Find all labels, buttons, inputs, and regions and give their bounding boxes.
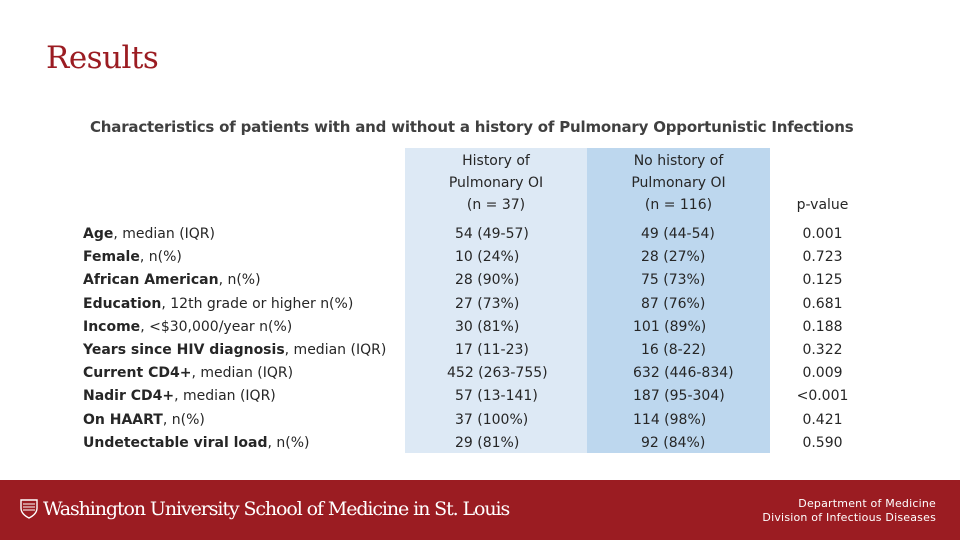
table-cell: 0.590	[802, 434, 843, 451]
row-label: African American, n(%)	[83, 272, 261, 289]
column-header-line: Pulmonary OI	[631, 175, 726, 191]
column-header-line: (n = 37)	[466, 197, 526, 213]
division-line: Division of Infectious Diseases	[762, 511, 936, 524]
table-cell: 0.125	[802, 272, 843, 289]
university-logo	[20, 498, 509, 520]
slide-title: Results	[46, 40, 159, 76]
table-cell: 114 (98%)	[633, 411, 707, 428]
row-label: Education, 12th grade or higher n(%)	[83, 295, 354, 312]
row-label: Nadir CD4+, median (IQR)	[83, 388, 276, 405]
department-label	[762, 497, 936, 525]
table-cell: 49 (44-54)	[641, 226, 715, 242]
row-labels	[83, 223, 386, 455]
table-cell: 27 (73%)	[455, 295, 520, 312]
table-cell: 0.322	[802, 342, 843, 359]
table-cell: 0.723	[802, 249, 843, 266]
column-header-p-value	[770, 194, 875, 216]
column-header-line: History of	[462, 153, 530, 169]
table-cell: 30 (81%)	[455, 318, 520, 335]
row-label: Income, <$30,000/year n(%)	[83, 318, 293, 335]
column-header-history	[405, 150, 587, 216]
table-cell: 75 (73%)	[641, 272, 706, 289]
row-label: Current CD4+, median (IQR)	[83, 365, 294, 382]
table-cell: 0.188	[802, 318, 843, 335]
table-cell: 187 (95-304)	[633, 388, 725, 405]
row-label: Female, n(%)	[83, 249, 182, 266]
shield-icon	[20, 499, 38, 519]
no-history-values	[587, 223, 770, 455]
column-header-line: No history of	[633, 153, 724, 169]
table-cell: 17 (11-23)	[455, 342, 529, 359]
table-caption: Characteristics of patients with and without a history of Pulmonary Opportunistic Infections	[90, 118, 854, 136]
table-cell: 29 (81%)	[455, 434, 520, 451]
row-label: Age, median (IQR)	[83, 226, 215, 242]
table-cell: 37 (100%)	[455, 411, 529, 428]
table-cell: 10 (24%)	[455, 249, 520, 266]
table-cell: 0.421	[802, 411, 843, 428]
table-cell: 0.009	[802, 365, 843, 382]
row-label: Undetectable viral load, n(%)	[83, 434, 310, 451]
table-cell: 16 (8-22)	[641, 342, 706, 359]
table-cell: 101 (89%)	[633, 318, 707, 335]
row-label: On HAART, n(%)	[83, 411, 205, 428]
department-line: Department of Medicine	[798, 497, 936, 510]
table-cell: 0.001	[802, 226, 843, 242]
table-cell: 28 (27%)	[641, 249, 706, 266]
column-header-line: p-value	[796, 197, 849, 213]
table-cell: 92 (84%)	[641, 434, 706, 451]
table-cell: 87 (76%)	[641, 295, 706, 312]
column-header-line: (n = 116)	[644, 197, 713, 213]
column-header-line: Pulmonary OI	[448, 175, 544, 191]
row-label: Years since HIV diagnosis, median (IQR)	[83, 342, 387, 359]
table-cell: 28 (90%)	[455, 272, 520, 289]
logo-text: Washington University School of Medicine in St. Louis	[43, 498, 510, 520]
table-cell: 632 (446-834)	[633, 365, 734, 382]
history-values	[405, 223, 587, 455]
table-cell: 452 (263-755)	[447, 365, 548, 382]
table-cell: 0.681	[802, 295, 843, 312]
table-cell: 57 (13-141)	[455, 388, 538, 405]
p-values	[770, 223, 875, 455]
column-header-no-history	[587, 150, 770, 216]
table-cell: <0.001	[796, 388, 849, 405]
table-cell: 54 (49-57)	[455, 226, 529, 242]
